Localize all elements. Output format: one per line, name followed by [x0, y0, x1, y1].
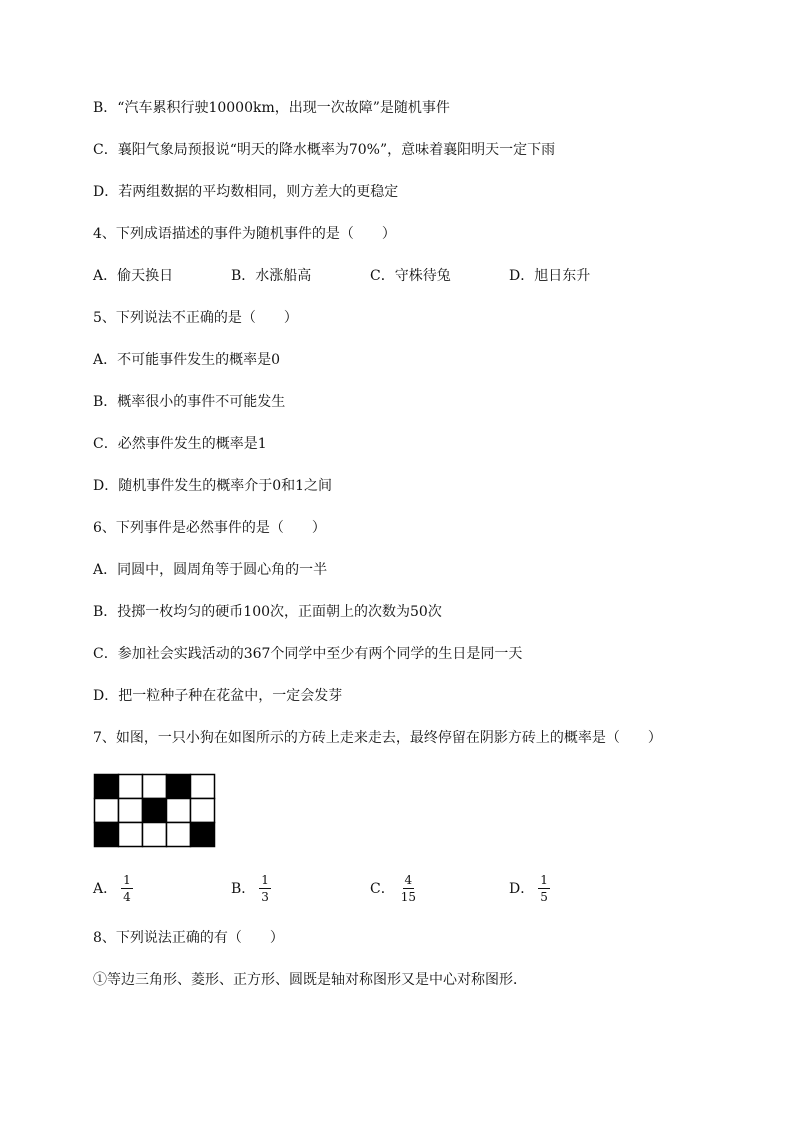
q6-option-b: B．投掷一枚均匀的硬币100次，正面朝上的次数为50次: [93, 604, 442, 620]
q4-option-a-letter: A．: [93, 268, 118, 284]
q4-option-d-text: 旭日东升: [534, 268, 591, 284]
q4-option-b: [231, 266, 311, 286]
q7-option-b-fraction: [259, 873, 271, 904]
q4-option-b-text: 水涨船高: [255, 268, 312, 284]
q7-option-a: [93, 868, 133, 908]
shaded-tile: [95, 775, 119, 799]
q7-option-d-numerator: 1: [540, 872, 548, 887]
q4-option-c-text: 守株待兔: [394, 268, 451, 284]
q7-option-c: [370, 868, 418, 908]
blank-tile: [143, 823, 167, 847]
blank-tile: [119, 775, 143, 799]
tile-grid-figure: [93, 773, 216, 848]
q5-stem: 5、下列说法不正确的是（ ）: [93, 310, 298, 326]
q7-option-b: [231, 868, 271, 908]
q7-option-d-fraction: [538, 873, 550, 904]
q6-option-d: D．把一粒种子种在花盆中，一定会发芽: [93, 688, 343, 704]
q7-option-a-fraction: [121, 873, 133, 904]
q7-option-d-letter: D．: [509, 881, 535, 897]
q3-option-c: C．襄阳气象局预报说“明天的降水概率为70%”，意味着襄阳明天一定下雨: [93, 142, 556, 158]
q8-stem: 8、下列说法正确的有（ ）: [93, 930, 284, 946]
blank-tile: [119, 823, 143, 847]
q3-option-d: D．若两组数据的平均数相同，则方差大的更稳定: [93, 184, 399, 200]
q6-option-c: C．参加社会实践活动的367个同学中至少有两个同学的生日是同一天: [93, 646, 523, 662]
blank-tile: [191, 799, 215, 823]
blank-tile: [119, 799, 143, 823]
shaded-tile: [143, 799, 167, 823]
q7-option-b-letter: B．: [231, 881, 256, 897]
shaded-tile: [95, 823, 119, 847]
q7-option-a-letter: A．: [93, 881, 118, 897]
q7-option-c-fraction: [399, 873, 418, 904]
q5-option-d: D．随机事件发生的概率介于0和1之间: [93, 478, 333, 494]
shaded-tile: [167, 775, 191, 799]
q4-option-d: [509, 266, 590, 286]
q4-option-d-letter: D．: [509, 268, 535, 284]
q4-option-c: [370, 266, 451, 286]
q7-option-a-denominator: 4: [123, 889, 131, 904]
q3-option-b: B．“汽车累积行驶10000km，出现一次故障”是随机事件: [93, 100, 450, 116]
q5-option-c: C．必然事件发生的概率是1: [93, 436, 267, 452]
q4-option-b-letter: B．: [231, 268, 256, 284]
q8-statement-1: ①等边三角形、菱形、正方形、圆既是轴对称图形又是中心对称图形．: [93, 972, 527, 988]
q4-option-a-text: 偷天换日: [117, 268, 174, 284]
q7-stem: 7、如图，一只小狗在如图所示的方砖上走来走去，最终停留在阴影方砖上的概率是（ ）: [93, 730, 662, 746]
q7-option-d-denominator: 5: [540, 889, 548, 904]
q6-stem: 6、下列事件是必然事件的是（ ）: [93, 520, 326, 536]
q7-option-c-denominator: 15: [400, 889, 416, 904]
blank-tile: [143, 775, 167, 799]
q5-option-a: A．不可能事件发生的概率是0: [93, 352, 281, 368]
shaded-tile: [191, 823, 215, 847]
q7-option-d: [509, 868, 550, 908]
q6-option-a: A．同圆中，圆周角等于圆心角的一半: [93, 562, 328, 578]
blank-tile: [191, 775, 215, 799]
blank-tile: [167, 799, 191, 823]
q7-option-a-numerator: 1: [123, 872, 131, 887]
blank-tile: [167, 823, 191, 847]
q7-option-c-letter: C．: [370, 881, 395, 897]
blank-tile: [95, 799, 119, 823]
q4-option-a: [93, 266, 173, 286]
q7-option-c-numerator: 4: [404, 872, 413, 887]
q4-stem: 4、下列成语描述的事件为随机事件的是（ ）: [93, 226, 396, 242]
q4-option-c-letter: C．: [370, 268, 395, 284]
q7-option-b-numerator: 1: [261, 872, 269, 887]
q7-option-b-denominator: 3: [261, 889, 269, 904]
q5-option-b: B．概率很小的事件不可能发生: [93, 394, 286, 410]
